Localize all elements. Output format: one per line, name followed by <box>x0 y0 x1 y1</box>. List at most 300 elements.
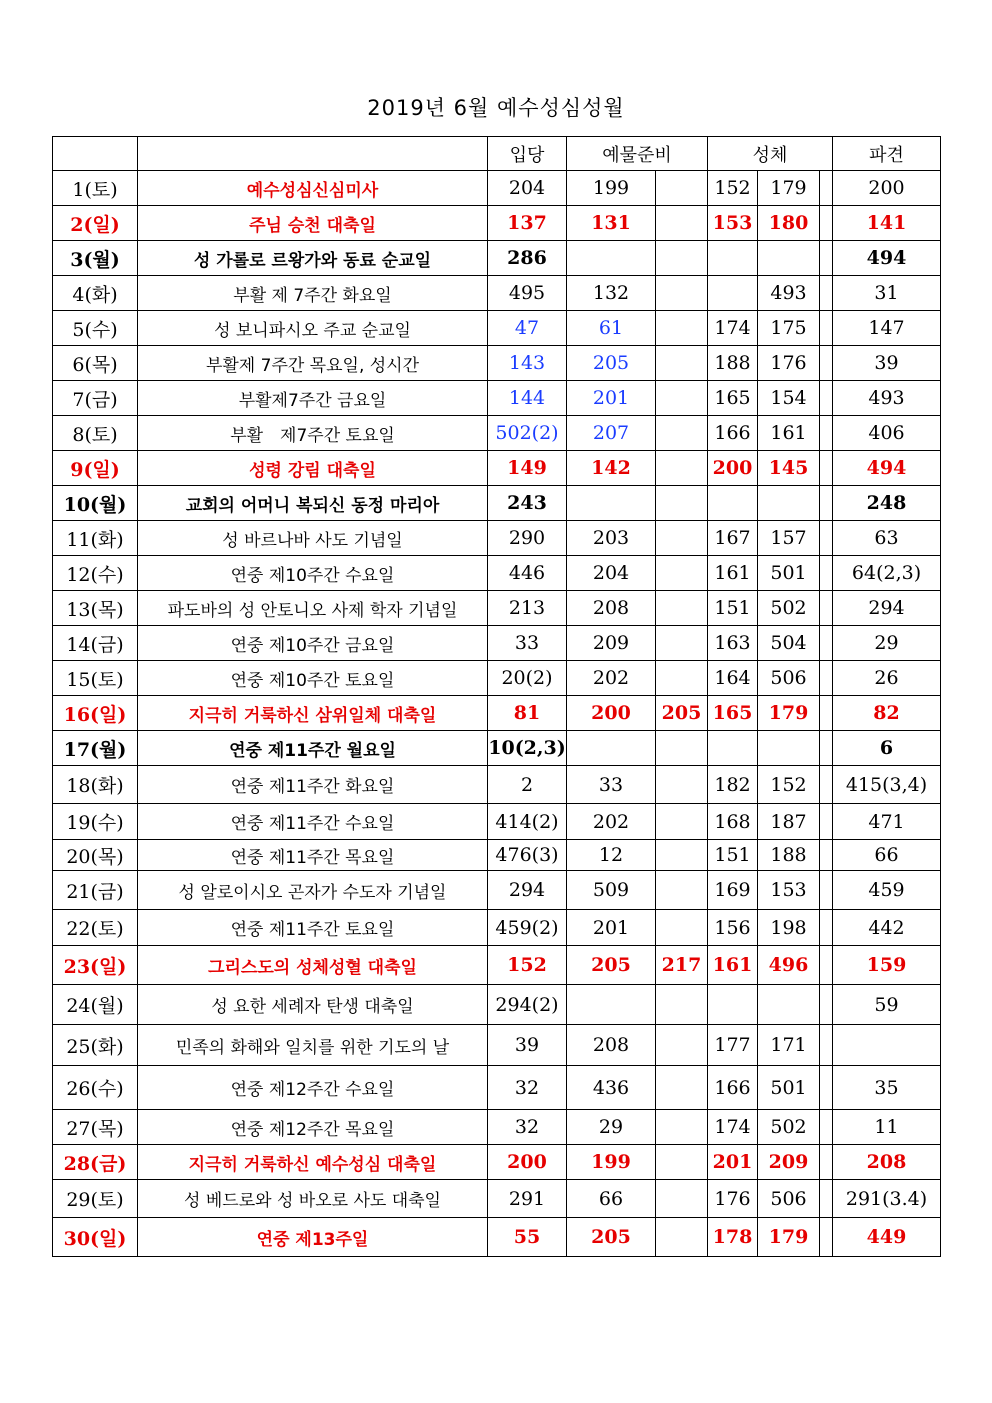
date-cell: 10(월) <box>53 486 138 521</box>
name-cell: 성 요한 세례자 탄생 대축일 <box>138 985 488 1025</box>
communion-cell-2: 501 <box>758 556 820 591</box>
name-cell: 연중 제12주간 목요일 <box>138 1110 488 1145</box>
offertory-cell: 205 <box>567 1218 656 1257</box>
communion-cell-3 <box>820 206 833 241</box>
date-cell: 14(금) <box>53 626 138 661</box>
table-row <box>53 521 941 556</box>
offertory-cell: 204 <box>567 556 656 591</box>
name-cell: 부활제 7주간 목요일, 성시간 <box>138 346 488 381</box>
date-cell: 20(목) <box>53 840 138 871</box>
offertory-extra-cell <box>656 1180 708 1218</box>
entrance-cell: 39 <box>488 1025 567 1066</box>
communion-cell-2: 154 <box>758 381 820 416</box>
dismissal-cell: 31 <box>833 276 941 311</box>
communion-cell-3 <box>820 311 833 346</box>
header-entrance: 입당 <box>488 137 567 171</box>
communion-cell-2: 179 <box>758 171 820 206</box>
communion-cell-3 <box>820 1145 833 1180</box>
entrance-cell: 10(2,3) <box>488 731 567 766</box>
offertory-extra-cell <box>656 591 708 626</box>
dismissal-cell: 442 <box>833 910 941 946</box>
name-cell: 연중 제12주간 수요일 <box>138 1066 488 1110</box>
communion-cell-3 <box>820 1218 833 1257</box>
offertory-extra-cell <box>656 556 708 591</box>
offertory-cell <box>567 241 656 276</box>
name-cell: 성 가롤로 르왕가와 동료 순교일 <box>138 241 488 276</box>
name-cell: 부활제7주간 금요일 <box>138 381 488 416</box>
communion-cell-2: 496 <box>758 946 820 985</box>
communion-cell-3 <box>820 416 833 451</box>
communion-cell-1: 166 <box>708 416 758 451</box>
date-cell: 18(화) <box>53 766 138 804</box>
date-cell: 23(일) <box>53 946 138 985</box>
offertory-cell: 200 <box>567 696 656 731</box>
date-cell: 11(화) <box>53 521 138 556</box>
date-cell: 21(금) <box>53 871 138 910</box>
schedule-table <box>52 136 941 1257</box>
offertory-extra-cell <box>656 1145 708 1180</box>
entrance-cell: 144 <box>488 381 567 416</box>
offertory-cell: 199 <box>567 1145 656 1180</box>
entrance-cell: 495 <box>488 276 567 311</box>
date-cell: 16(일) <box>53 696 138 731</box>
communion-cell-3 <box>820 946 833 985</box>
communion-cell-3 <box>820 1066 833 1110</box>
entrance-cell: 2 <box>488 766 567 804</box>
offertory-extra-cell <box>656 311 708 346</box>
header-communion: 성체 <box>708 137 833 171</box>
dismissal-cell: 141 <box>833 206 941 241</box>
dismissal-cell: 66 <box>833 840 941 871</box>
entrance-cell: 502(2) <box>488 416 567 451</box>
table-row <box>53 1145 941 1180</box>
communion-cell-1: 174 <box>708 1110 758 1145</box>
dismissal-cell: 494 <box>833 241 941 276</box>
offertory-cell: 202 <box>567 804 656 840</box>
offertory-extra-cell <box>656 1025 708 1066</box>
communion-cell-1: 201 <box>708 1145 758 1180</box>
communion-cell-1: 182 <box>708 766 758 804</box>
date-cell: 27(목) <box>53 1110 138 1145</box>
communion-cell-3 <box>820 381 833 416</box>
table-row <box>53 946 941 985</box>
name-cell: 부활 제7주간 토요일 <box>138 416 488 451</box>
entrance-cell: 55 <box>488 1218 567 1257</box>
communion-cell-1: 177 <box>708 1025 758 1066</box>
table-row <box>53 626 941 661</box>
communion-cell-3 <box>820 346 833 381</box>
communion-cell-1 <box>708 276 758 311</box>
offertory-cell: 207 <box>567 416 656 451</box>
offertory-cell: 205 <box>567 946 656 985</box>
offertory-extra-cell <box>656 910 708 946</box>
date-cell: 4(화) <box>53 276 138 311</box>
communion-cell-3 <box>820 910 833 946</box>
communion-cell-3 <box>820 661 833 696</box>
offertory-extra-cell <box>656 1110 708 1145</box>
dismissal-cell: 82 <box>833 696 941 731</box>
communion-cell-1: 200 <box>708 451 758 486</box>
entrance-cell: 446 <box>488 556 567 591</box>
date-cell: 19(수) <box>53 804 138 840</box>
dismissal-cell: 471 <box>833 804 941 840</box>
communion-cell-3 <box>820 451 833 486</box>
offertory-cell: 436 <box>567 1066 656 1110</box>
offertory-extra-cell <box>656 381 708 416</box>
offertory-extra-cell <box>656 1218 708 1257</box>
communion-cell-2: 209 <box>758 1145 820 1180</box>
communion-cell-1: 152 <box>708 171 758 206</box>
dismissal-cell: 449 <box>833 1218 941 1257</box>
date-cell: 17(월) <box>53 731 138 766</box>
offertory-extra-cell: 205 <box>656 696 708 731</box>
communion-cell-2: 175 <box>758 311 820 346</box>
communion-cell-2: 502 <box>758 591 820 626</box>
entrance-cell: 290 <box>488 521 567 556</box>
entrance-cell: 200 <box>488 1145 567 1180</box>
date-cell: 2(일) <box>53 206 138 241</box>
offertory-cell: 131 <box>567 206 656 241</box>
name-cell: 지극히 거룩하신 예수성심 대축일 <box>138 1145 488 1180</box>
communion-cell-1: 163 <box>708 626 758 661</box>
communion-cell-1: 165 <box>708 381 758 416</box>
name-cell: 주님 승천 대축일 <box>138 206 488 241</box>
offertory-cell: 33 <box>567 766 656 804</box>
entrance-cell: 294 <box>488 871 567 910</box>
communion-cell-3 <box>820 171 833 206</box>
name-cell: 연중 제11주간 화요일 <box>138 766 488 804</box>
offertory-extra-cell <box>656 171 708 206</box>
offertory-cell: 203 <box>567 521 656 556</box>
header-dismissal: 파견 <box>833 137 941 171</box>
communion-cell-1: 161 <box>708 556 758 591</box>
dismissal-cell: 39 <box>833 346 941 381</box>
communion-cell-1: 178 <box>708 1218 758 1257</box>
table-row <box>53 171 941 206</box>
dismissal-cell: 63 <box>833 521 941 556</box>
communion-cell-1: 165 <box>708 696 758 731</box>
communion-cell-3 <box>820 276 833 311</box>
entrance-cell: 243 <box>488 486 567 521</box>
name-cell: 연중 제11주간 목요일 <box>138 840 488 871</box>
dismissal-cell: 200 <box>833 171 941 206</box>
communion-cell-2: 179 <box>758 696 820 731</box>
date-cell: 28(금) <box>53 1145 138 1180</box>
communion-cell-1: 166 <box>708 1066 758 1110</box>
dismissal-cell: 415(3,4) <box>833 766 941 804</box>
communion-cell-1: 153 <box>708 206 758 241</box>
communion-cell-1 <box>708 486 758 521</box>
date-cell: 3(월) <box>53 241 138 276</box>
communion-cell-3 <box>820 486 833 521</box>
communion-cell-2: 171 <box>758 1025 820 1066</box>
offertory-extra-cell <box>656 521 708 556</box>
entrance-cell: 20(2) <box>488 661 567 696</box>
communion-cell-1: 168 <box>708 804 758 840</box>
date-cell: 5(수) <box>53 311 138 346</box>
communion-cell-2: 145 <box>758 451 820 486</box>
table-row <box>53 871 941 910</box>
date-cell: 25(화) <box>53 1025 138 1066</box>
offertory-extra-cell <box>656 626 708 661</box>
table-row <box>53 766 941 804</box>
communion-cell-2 <box>758 486 820 521</box>
table-row <box>53 910 941 946</box>
offertory-extra-cell <box>656 486 708 521</box>
communion-cell-1 <box>708 731 758 766</box>
offertory-cell: 61 <box>567 311 656 346</box>
communion-cell-1: 164 <box>708 661 758 696</box>
communion-cell-2: 502 <box>758 1110 820 1145</box>
offertory-extra-cell <box>656 804 708 840</box>
entrance-cell: 143 <box>488 346 567 381</box>
table-row <box>53 1218 941 1257</box>
communion-cell-2: 506 <box>758 661 820 696</box>
header-date <box>53 137 138 171</box>
communion-cell-3 <box>820 556 833 591</box>
name-cell: 예수성심신심미사 <box>138 171 488 206</box>
entrance-cell: 33 <box>488 626 567 661</box>
communion-cell-2: 153 <box>758 871 820 910</box>
offertory-cell: 12 <box>567 840 656 871</box>
offertory-cell: 208 <box>567 591 656 626</box>
entrance-cell: 291 <box>488 1180 567 1218</box>
communion-cell-3 <box>820 840 833 871</box>
communion-cell-2 <box>758 241 820 276</box>
communion-cell-3 <box>820 985 833 1025</box>
page-title: 2019년 6월 예수성심성월 <box>367 96 625 120</box>
dismissal-cell: 35 <box>833 1066 941 1110</box>
table-row <box>53 985 941 1025</box>
communion-cell-1 <box>708 985 758 1025</box>
offertory-cell: 202 <box>567 661 656 696</box>
entrance-cell: 152 <box>488 946 567 985</box>
communion-cell-3 <box>820 1025 833 1066</box>
header-offertory: 예물준비 <box>567 137 708 171</box>
entrance-cell: 32 <box>488 1066 567 1110</box>
offertory-cell: 66 <box>567 1180 656 1218</box>
table-row <box>53 416 941 451</box>
offertory-extra-cell <box>656 451 708 486</box>
header-row <box>53 137 941 171</box>
entrance-cell: 213 <box>488 591 567 626</box>
communion-cell-2: 157 <box>758 521 820 556</box>
entrance-cell: 294(2) <box>488 985 567 1025</box>
date-cell: 22(토) <box>53 910 138 946</box>
communion-cell-2: 179 <box>758 1218 820 1257</box>
name-cell: 그리스도의 성체성혈 대축일 <box>138 946 488 985</box>
table-row <box>53 1066 941 1110</box>
dismissal-cell: 26 <box>833 661 941 696</box>
dismissal-cell: 294 <box>833 591 941 626</box>
table-row <box>53 840 941 871</box>
name-cell: 성 알로이시오 곤자가 수도자 기념일 <box>138 871 488 910</box>
date-cell: 7(금) <box>53 381 138 416</box>
table-row <box>53 1025 941 1066</box>
table-row <box>53 206 941 241</box>
offertory-extra-cell <box>656 766 708 804</box>
date-cell: 6(목) <box>53 346 138 381</box>
offertory-cell <box>567 985 656 1025</box>
dismissal-cell: 459 <box>833 871 941 910</box>
offertory-cell <box>567 731 656 766</box>
communion-cell-1: 167 <box>708 521 758 556</box>
dismissal-cell: 494 <box>833 451 941 486</box>
name-cell: 성 바르나바 사도 기념일 <box>138 521 488 556</box>
offertory-cell <box>567 486 656 521</box>
offertory-extra-cell <box>656 276 708 311</box>
date-cell: 8(토) <box>53 416 138 451</box>
communion-cell-3 <box>820 804 833 840</box>
dismissal-cell: 6 <box>833 731 941 766</box>
dismissal-cell: 291(3.4) <box>833 1180 941 1218</box>
dismissal-cell: 29 <box>833 626 941 661</box>
offertory-extra-cell <box>656 241 708 276</box>
table-row <box>53 346 941 381</box>
entrance-cell: 414(2) <box>488 804 567 840</box>
offertory-extra-cell <box>656 731 708 766</box>
dismissal-cell: 248 <box>833 486 941 521</box>
date-cell: 26(수) <box>53 1066 138 1110</box>
name-cell: 부활 제 7주간 화요일 <box>138 276 488 311</box>
table-row <box>53 486 941 521</box>
communion-cell-3 <box>820 591 833 626</box>
offertory-extra-cell <box>656 840 708 871</box>
communion-cell-1: 174 <box>708 311 758 346</box>
offertory-extra-cell <box>656 416 708 451</box>
dismissal-cell: 493 <box>833 381 941 416</box>
communion-cell-3 <box>820 626 833 661</box>
date-cell: 1(토) <box>53 171 138 206</box>
communion-cell-3 <box>820 241 833 276</box>
communion-cell-2: 180 <box>758 206 820 241</box>
offertory-extra-cell <box>656 871 708 910</box>
table-row <box>53 804 941 840</box>
date-cell: 13(목) <box>53 591 138 626</box>
name-cell: 연중 제13주일 <box>138 1218 488 1257</box>
table-row <box>53 1180 941 1218</box>
name-cell: 연중 제10주간 금요일 <box>138 626 488 661</box>
offertory-extra-cell <box>656 346 708 381</box>
entrance-cell: 286 <box>488 241 567 276</box>
communion-cell-2 <box>758 731 820 766</box>
communion-cell-2: 504 <box>758 626 820 661</box>
offertory-cell: 208 <box>567 1025 656 1066</box>
communion-cell-3 <box>820 521 833 556</box>
communion-cell-2: 198 <box>758 910 820 946</box>
communion-cell-1: 188 <box>708 346 758 381</box>
date-cell: 30(일) <box>53 1218 138 1257</box>
communion-cell-3 <box>820 871 833 910</box>
dismissal-cell: 208 <box>833 1145 941 1180</box>
communion-cell-2: 188 <box>758 840 820 871</box>
offertory-cell: 209 <box>567 626 656 661</box>
name-cell: 연중 제10주간 토요일 <box>138 661 488 696</box>
communion-cell-3 <box>820 1180 833 1218</box>
table-row <box>53 731 941 766</box>
offertory-cell: 201 <box>567 910 656 946</box>
entrance-cell: 476(3) <box>488 840 567 871</box>
table-row <box>53 451 941 486</box>
name-cell: 연중 제11주간 수요일 <box>138 804 488 840</box>
table-row <box>53 1110 941 1145</box>
dismissal-cell: 11 <box>833 1110 941 1145</box>
dismissal-cell: 59 <box>833 985 941 1025</box>
entrance-cell: 459(2) <box>488 910 567 946</box>
name-cell: 지극히 거룩하신 삼위일체 대축일 <box>138 696 488 731</box>
name-cell: 연중 제11주간 월요일 <box>138 731 488 766</box>
offertory-cell: 509 <box>567 871 656 910</box>
name-cell: 연중 제10주간 수요일 <box>138 556 488 591</box>
communion-cell-2: 506 <box>758 1180 820 1218</box>
table-row <box>53 591 941 626</box>
name-cell: 파도바의 성 안토니오 사제 학자 기념일 <box>138 591 488 626</box>
entrance-cell: 137 <box>488 206 567 241</box>
table-row <box>53 241 941 276</box>
communion-cell-1 <box>708 241 758 276</box>
communion-cell-1: 176 <box>708 1180 758 1218</box>
entrance-cell: 149 <box>488 451 567 486</box>
table-row <box>53 311 941 346</box>
date-cell: 15(토) <box>53 661 138 696</box>
communion-cell-1: 156 <box>708 910 758 946</box>
communion-cell-2: 176 <box>758 346 820 381</box>
date-cell: 12(수) <box>53 556 138 591</box>
communion-cell-3 <box>820 731 833 766</box>
header-name <box>138 137 488 171</box>
communion-cell-2: 501 <box>758 1066 820 1110</box>
offertory-extra-cell <box>656 206 708 241</box>
communion-cell-2: 187 <box>758 804 820 840</box>
communion-cell-1: 151 <box>708 591 758 626</box>
offertory-extra-cell <box>656 1066 708 1110</box>
communion-cell-2: 493 <box>758 276 820 311</box>
name-cell: 성 베드로와 성 바오로 사도 대축일 <box>138 1180 488 1218</box>
dismissal-cell <box>833 1025 941 1066</box>
table-row <box>53 696 941 731</box>
table-row <box>53 381 941 416</box>
offertory-extra-cell <box>656 985 708 1025</box>
entrance-cell: 32 <box>488 1110 567 1145</box>
date-cell: 29(토) <box>53 1180 138 1218</box>
dismissal-cell: 64(2,3) <box>833 556 941 591</box>
name-cell: 연중 제11주간 토요일 <box>138 910 488 946</box>
name-cell: 성 보니파시오 주교 순교일 <box>138 311 488 346</box>
communion-cell-3 <box>820 696 833 731</box>
table-row <box>53 276 941 311</box>
communion-cell-1: 161 <box>708 946 758 985</box>
dismissal-cell: 147 <box>833 311 941 346</box>
entrance-cell: 81 <box>488 696 567 731</box>
dismissal-cell: 406 <box>833 416 941 451</box>
entrance-cell: 47 <box>488 311 567 346</box>
offertory-cell: 142 <box>567 451 656 486</box>
date-cell: 9(일) <box>53 451 138 486</box>
communion-cell-2 <box>758 985 820 1025</box>
name-cell: 민족의 화해와 일치를 위한 기도의 날 <box>138 1025 488 1066</box>
communion-cell-1: 151 <box>708 840 758 871</box>
communion-cell-2: 161 <box>758 416 820 451</box>
communion-cell-3 <box>820 766 833 804</box>
offertory-cell: 132 <box>567 276 656 311</box>
communion-cell-2: 152 <box>758 766 820 804</box>
name-cell: 성령 강림 대축일 <box>138 451 488 486</box>
table-row <box>53 556 941 591</box>
dismissal-cell: 159 <box>833 946 941 985</box>
offertory-cell: 199 <box>567 171 656 206</box>
offertory-cell: 201 <box>567 381 656 416</box>
communion-cell-3 <box>820 1110 833 1145</box>
